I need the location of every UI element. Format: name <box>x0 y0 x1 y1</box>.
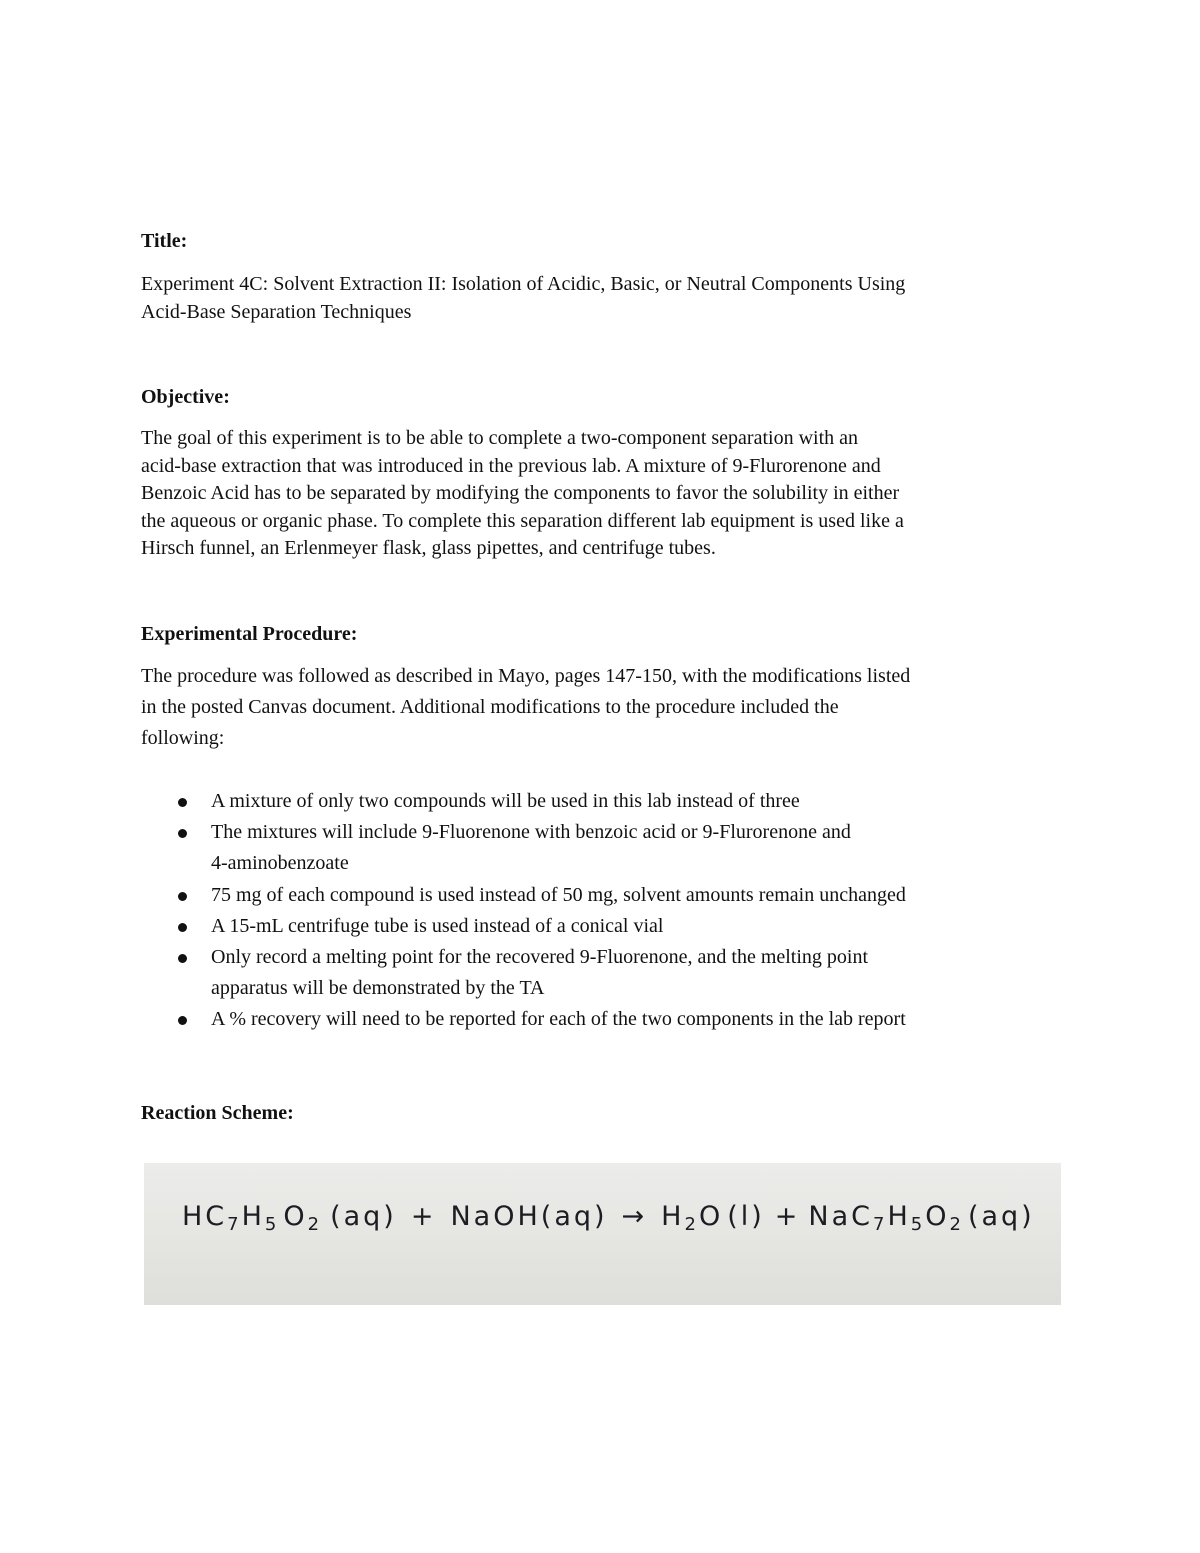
bullet-icon <box>178 1016 187 1025</box>
modification-list <box>141 786 1071 1036</box>
list-item <box>141 1004 1071 1035</box>
procedure-line: in the posted Canvas document. Additional modifications to the procedure included the <box>141 696 839 718</box>
list-item-text: apparatus will be demonstrated by the TA <box>211 977 545 1000</box>
bullet-icon <box>178 829 187 838</box>
title-text <box>141 270 1061 326</box>
objective-line: acid-base extraction that was introduced in the previous lab. A mixture of 9-Flurorenone and <box>141 454 881 477</box>
reaction-heading: Reaction Scheme: <box>141 1102 294 1124</box>
bullet-icon <box>178 923 187 932</box>
reaction-equation <box>144 1163 1061 1305</box>
objective-line: Hirsch funnel, an Erlenmeyer flask, glass pipettes, and centrifuge tubes. <box>141 537 716 559</box>
list-item-text: 4-aminobenzoate <box>211 852 349 875</box>
title-line: Experiment 4C: Solvent Extraction II: Isolation of Acidic, Basic, or Neutral Components Using <box>141 273 906 295</box>
list-item <box>141 911 1071 942</box>
title-line: Acid-Base Separation Techniques <box>141 301 412 323</box>
list-item-text: A % recovery will need to be reported for each of the two components in the lab report <box>211 1008 906 1031</box>
title-heading: Title: <box>141 230 188 252</box>
objective-line: Benzoic Acid has to be separated by modifying the components to favor the solubility in either <box>141 482 900 504</box>
list-item <box>141 942 1071 1004</box>
bullet-icon <box>178 892 187 901</box>
list-item-text: The mixtures will include 9-Fluorenone with benzoic acid or 9-Flurorenone and <box>211 821 851 844</box>
objective-line: The goal of this experiment is to be able to complete a two-component separation with an <box>141 427 859 449</box>
objective-line: the aqueous or organic phase. To complete this separation different lab equipment is used like a <box>141 509 904 532</box>
list-item <box>141 817 1071 879</box>
procedure-line: The procedure was followed as described in Mayo, pages 147-150, with the modifications listed <box>141 665 911 687</box>
reaction-scheme-image <box>144 1163 1061 1305</box>
list-item-text: 75 mg of each compound is used instead of 50 mg, solvent amounts remain unchanged <box>211 883 906 906</box>
list-item-text: A mixture of only two compounds will be used in this lab instead of three <box>211 790 800 812</box>
reaction-equation-text: HC7H5 O2 (aq) + NaOH(aq) → H2O (l) + NaC7H5O2 (aq) <box>182 1201 1035 1235</box>
bullet-icon <box>178 954 187 963</box>
objective-text <box>141 425 1061 563</box>
list-item <box>141 880 1071 911</box>
list-item-text: A 15-mL centrifuge tube is used instead of a conical vial <box>211 914 664 937</box>
objective-heading: Objective: <box>141 386 230 408</box>
procedure-line: following: <box>141 727 225 749</box>
list-item <box>141 786 1071 817</box>
procedure-text <box>141 661 1061 754</box>
list-item-text: Only record a melting point for the recovered 9-Fluorenone, and the melting point <box>211 946 869 969</box>
procedure-heading: Experimental Procedure: <box>141 623 358 645</box>
bullet-icon <box>178 798 187 807</box>
